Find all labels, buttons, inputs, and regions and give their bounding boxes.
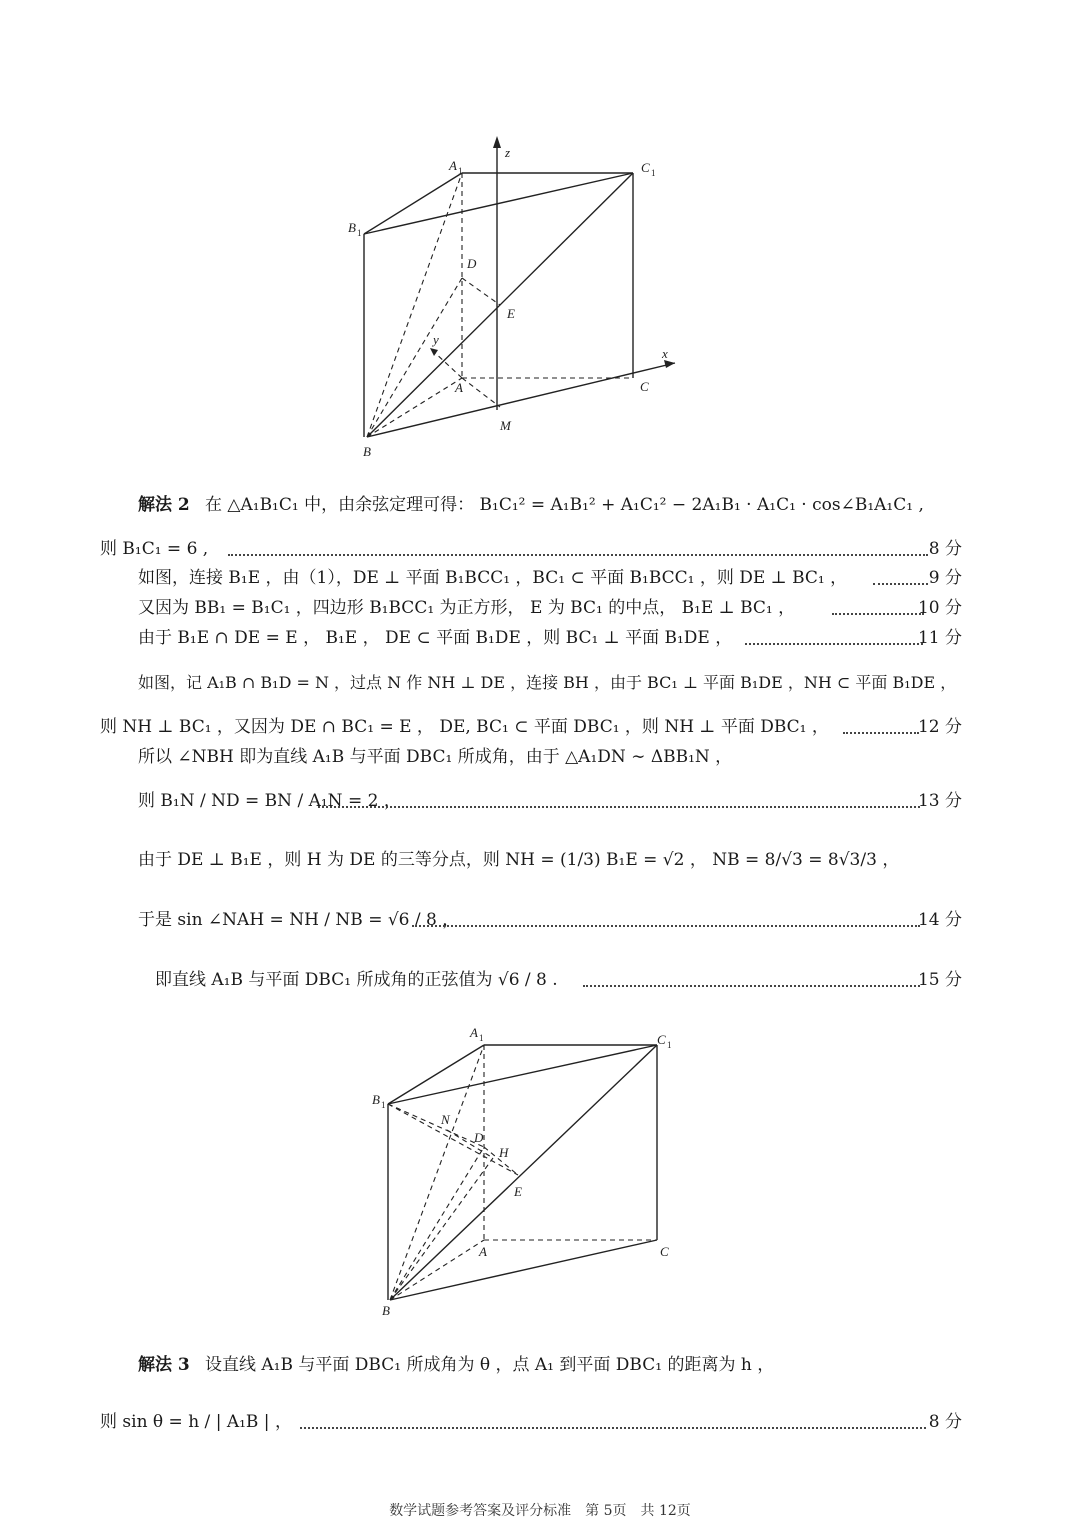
method2-title: 解法 2 [138,495,190,515]
edge-BC [390,1240,657,1300]
label-x: x [662,346,668,361]
edge-BM-x-axis [367,363,675,437]
segment-BA1 [390,1045,484,1300]
method2-line11-text: 于是 sin ∠NAH = NH / NB = √6 / 8 ， [138,910,460,930]
label-A1: A [470,1025,478,1040]
score-8: 8 分 [928,539,962,559]
method2-line6-text: 如图，记 A₁B ∩ B₁D = N ，过点 N 作 NH ⊥ DE ，连接 BH ，由于 BC₁ ⊥ 平面 B₁DE ，NH ⊂ 平面 B₁DE ， [138,673,957,692]
score-15: 15 分 [917,970,962,990]
page-footer: 数学试题参考答案及评分标准 第 5页 共 12页 [389,1503,691,1519]
label-C: C [640,379,649,394]
method2-line9-text: 则 B₁N / ND = BN / A₁N = 2 ， [138,791,401,811]
edge-BA [390,1240,484,1300]
label-C: C [660,1244,669,1259]
label-B1: B [372,1092,380,1107]
edge-B1A1 [388,1045,484,1104]
svg-text:1: 1 [381,1100,386,1110]
method2-line1-text: 在 △A₁B₁C₁ 中，由余弦定理可得： B₁C₁² = A₁B₁² + A₁C₁² − 2A₁B₁ · A₁C₁ · cos∠B₁A₁C₁ , [205,495,924,515]
label-B1: B [348,220,356,235]
label-D: D [467,256,477,271]
method2-line11 [0,905,1080,935]
method2-line5-text: 由于 B₁E ∩ DE = E ， B₁E ， DE ⊂ 平面 B₁DE ，则 BC₁ ⊥ 平面 B₁DE ， [138,628,733,648]
method2-line10-text: 由于 DE ⊥ B₁E ，则 H 为 DE 的三等分点，则 NH = (1/3) B₁E = √2 ， NB = 8/√3 = 8√3/3 ， [138,850,900,870]
segment-BA1 [367,173,462,437]
label-M: M [500,418,511,433]
label-B: B [363,444,371,459]
label-C1: C [657,1032,666,1047]
label-A1: A [449,158,457,173]
method2-line1 [0,490,1080,520]
edge-BC1 [390,1045,657,1300]
label-y: y [433,332,439,347]
leader-dots [412,895,920,927]
method2-line4-text: 又因为 BB₁ = B₁C₁ ，四边形 B₁BCC₁ 为正方形， E 为 BC₁ 的中点， B₁E ⊥ BC₁ ， [138,598,796,618]
edge-BA [367,378,462,437]
label-A: A [455,380,463,395]
label-A: A [479,1244,487,1259]
svg-text:1: 1 [479,1033,484,1043]
method3-line2 [0,1407,1080,1437]
figure-coordinate-prism [340,135,700,465]
leader-dots [832,583,924,615]
method2-line3-text: 如图，连接 B₁E ，由（1），DE ⊥ 平面 B₁BCC₁ ，BC₁ ⊂ 平面 B₁BCC₁ ，则 DE ⊥ BC₁ ， [138,568,848,588]
svg-text:1: 1 [667,1040,672,1050]
method2-line7-text: 则 NH ⊥ BC₁ ，又因为 DE ∩ BC₁ = E ， DE, BC₁ ⊂ 平面 DBC₁ ，则 NH ⊥ 平面 DBC₁ ， [100,717,829,737]
figure-prism-nh [365,1020,695,1320]
score-11: 11 分 [917,628,962,648]
label-B: B [382,1303,390,1318]
method3-line1-text: 设直线 A₁B 与平面 DBC₁ 所成角为 θ ，点 A₁ 到平面 DBC₁ 的距离为 h ， [205,1355,775,1375]
svg-text:1: 1 [357,228,362,238]
label-N: N [441,1112,450,1127]
leader-dots [843,702,919,734]
method3-title: 解法 3 [138,1355,190,1375]
score-13: 13 分 [917,791,962,811]
segment-B1E [388,1104,518,1175]
label-E: E [507,306,515,321]
label-z: z [505,145,511,160]
method3-line2-text: 则 sin θ = h / | A₁B | ， [100,1412,292,1432]
edge-B1C1 [388,1045,657,1104]
method3-line1 [0,1350,1080,1380]
leader-dots [300,1397,926,1429]
method2-line6 [0,668,1080,698]
leader-dots [318,776,920,808]
method2-line2-text: 则 B₁C₁ = 6 , [100,539,209,559]
label-H: H [499,1145,509,1160]
segment-B1D [388,1104,484,1147]
leader-dots [228,524,928,556]
method2-line9 [0,786,1080,816]
leader-dots [873,553,928,585]
segment-DE [462,278,500,305]
score-14: 14 分 [917,910,962,930]
method2-line10 [0,845,1080,875]
label-D: D [474,1130,484,1145]
svg-text:1: 1 [458,166,463,176]
y-axis [432,350,462,378]
method2-line12-text: 即直线 A₁B 与平面 DBC₁ 所成角的正弦值为 √6 / 8 . [155,970,558,990]
label-C1: C [641,160,650,175]
method2-line7 [0,712,1080,742]
edge-B1C1 [364,173,633,234]
score-8b: 8 分 [928,1412,962,1432]
edge-B1A1 [364,173,462,234]
method2-line8-text: 所以 ∠NBH 即为直线 A₁B 与平面 DBC₁ 所成角，由于 △A₁DN ∼ ΔBB₁N ， [138,747,733,767]
leader-dots [745,613,923,645]
segment-BH [390,1158,493,1300]
method2-line8 [0,742,1080,772]
label-E: E [514,1184,522,1199]
method2-line5 [0,623,1080,653]
method2-line12 [0,965,1080,995]
segment-NH [447,1130,493,1158]
score-12: 12 分 [917,717,962,737]
score-10: 10 分 [917,598,962,618]
segment-AM [462,378,500,407]
leader-dots [583,955,920,987]
score-9: 9 分 [928,568,962,588]
svg-text:1: 1 [651,168,656,178]
